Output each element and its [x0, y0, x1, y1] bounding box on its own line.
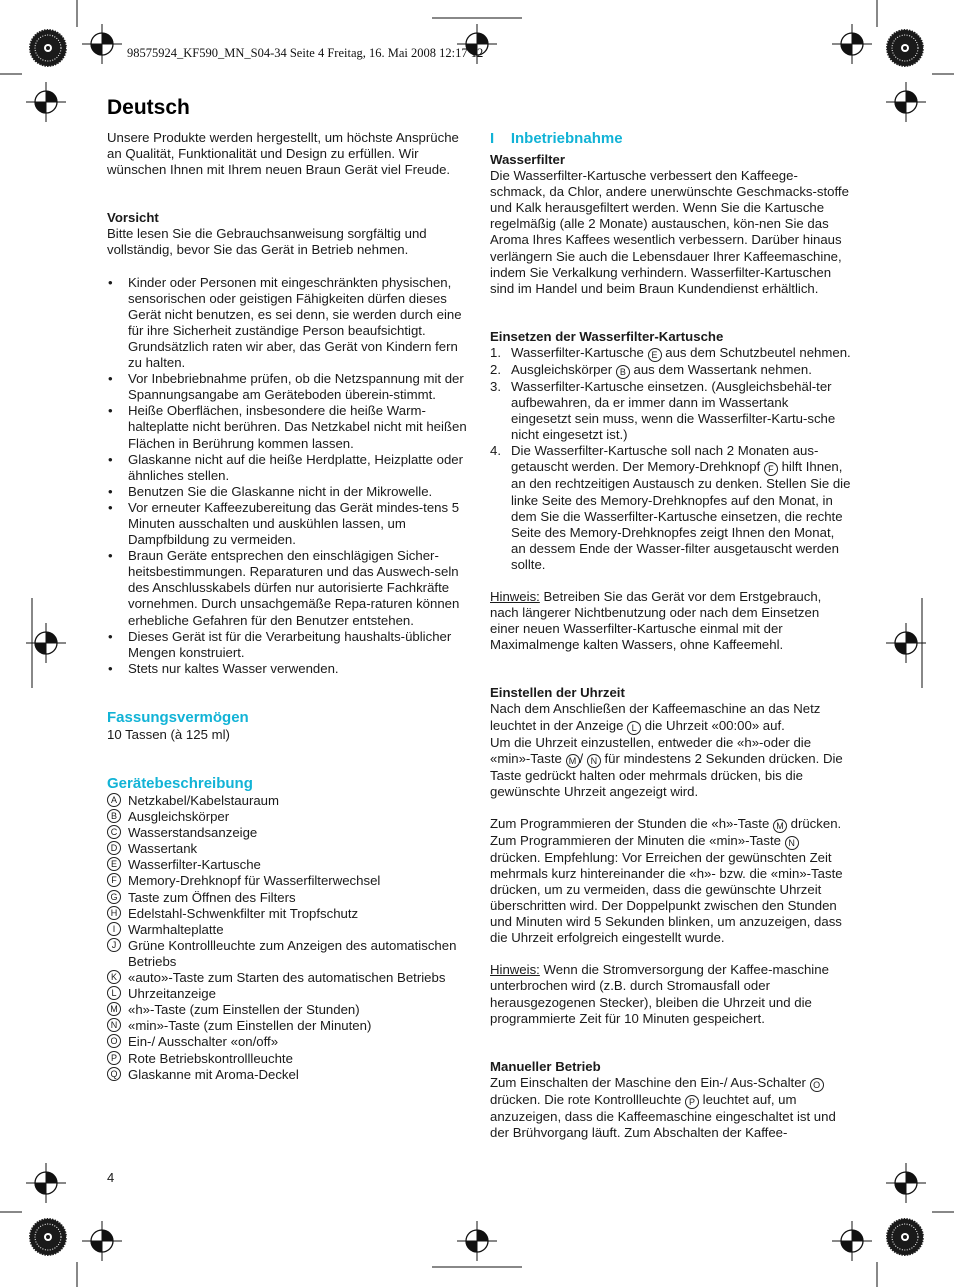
list-item: A Netzkabel/Kabelstauraum — [107, 793, 467, 809]
list-item: M «h»-Taste (zum Einstellen der Stunden) — [107, 1002, 467, 1018]
waterfilter-text: Die Wasserfilter-Kartusche verbessert den Kaffeege-schmack, da Chlor, andere unerwünschte Geschmacks-stoffe und Kalk herausgefiltert werden. Wenn Sie die Kartusche regelmäßig (alle 2 Monate) austauschen, kön-nen Sie das Aroma Ihres Kaffees wesentlich verbessern. Darüber hinaus verlängern Sie auch die Lebensdauer Ihrer Kaffeemaschine, indem Sie Verkalkung verhindern. Wasserfilter-Kartuschen sind im Handel und beim Braun Kundendienst erhältlich. — [490, 168, 849, 296]
ref-badge: N — [785, 836, 799, 850]
list-item: E Wasserfilter-Kartusche — [107, 857, 467, 873]
caution-text: Bitte lesen Sie die Gebrauchsanweisung sorgfältig und vollständig, bevor Sie das Gerät in Betrieb nehmen. — [107, 226, 427, 258]
manual-paragraph: Zum Einschalten der Maschine den Ein-/ Aus-Schalter O drücken. Die rote Kontrollleuchte P leuchtet auf, um anzuzeigen, dass die Kaffeemaschine eingeschaltet ist und der Brühvorgang läuft. Zum Abschalten der Kaffee- — [490, 1074, 836, 1140]
list-item: • Glaskanne nicht auf die heiße Herdplatte, Heizplatte oder ähnliches stellen. — [107, 452, 467, 484]
clock-paragraph: Nach dem Anschließen der Kaffeemaschine an das Netz leuchtet in der Anzeige L die Uhrzeit «00:00» auf. — [490, 701, 821, 733]
insert-steps — [490, 345, 852, 573]
waterfilter-heading: Wasserfilter — [490, 152, 566, 167]
list-item: N «min»-Taste (zum Einstellen der Minuten) — [107, 1018, 467, 1034]
insert-heading: Einsetzen der Wasserfilter-Kartusche — [490, 328, 724, 344]
caution-heading: Vorsicht — [107, 210, 159, 226]
list-item: D Wassertank — [107, 841, 467, 857]
list-item: • Kinder oder Personen mit eingeschränkten physischen, sensorischen oder geistigen Fähigkeiten dürfen dieses Gerät nicht benutzen, es sei denn, sie werden durch eine für ihre Sicherheit zuständige Person beaufsichtigt. Grundsätzlich raten wir aber, das Gerät von Kindern fern zu halten. — [107, 275, 467, 372]
manual-heading: Manueller Betrieb — [490, 1058, 601, 1074]
list-item: • Stets nur kaltes Wasser verwenden. — [107, 661, 467, 677]
note-paragraph: Hinweis: Betreiben Sie das Gerät vor dem Erstgebrauch, nach längerer Nichtbenutzung oder nach dem Einsetzen einer neuen Wasserfilter-Kartusche einmal mit der Maximalmenge kalten Wassers, ohne Kaffeemehl. — [490, 588, 822, 653]
list-item: K «auto»-Taste zum Starten des automatischen Betriebs — [107, 970, 467, 986]
list-item: C Wasserstandsanzeige — [107, 825, 467, 841]
list-item: 4. Die Wasserfilter-Kartusche soll nach 2 Monaten aus-getauscht werden. Der Memory-Drehknopf F hilft Ihnen, an den rechtzeitigen Austausch zu denken. Stellen Sie die linke Seite des Memory-Drehknopfes auf den Monat, in dem Sie die Wasserfilter-Kartusche einsetzen, die rechte Seite des Memory-Drehknopfes zeigt Ihnen den Monat, an dessem Ende der Wasser-filter ausgetauscht werden sollte. — [490, 443, 851, 572]
list-item: 2. Ausgleichskörper B aus dem Wassertank nehmen. — [490, 361, 812, 377]
left-column — [107, 130, 467, 1083]
list-item: O Ein-/ Ausschalter «on/off» — [107, 1034, 467, 1050]
print-header: 98575924_KF590_MN_S04-34 Seite 4 Freitag, 16. Mai 2008 12:17 12 — [127, 46, 484, 60]
list-item: • Vor erneuter Kaffeezubereitung das Gerät mindes-tens 5 Minuten ausschalten und auskühlen lassen, um Dampfbildung zu vermeiden. — [107, 500, 467, 548]
note-paragraph: Hinweis: Wenn die Stromversorgung der Kaffee-maschine unterbrochen wird (z.B. durch Stromausfall oder herausgezogenen Stecker), bleiben die Uhrzeit und die programmierte Zeit für 10 Minuten gespeichert. — [490, 962, 829, 1026]
ref-badge: E — [648, 348, 662, 362]
ref-badge: F — [764, 462, 778, 476]
ref-badge: M — [566, 754, 580, 768]
ref-badge: N — [587, 754, 601, 768]
list-item: J Grüne Kontrollleuchte zum Anzeigen des automatischen Betriebs — [107, 938, 467, 970]
ref-badge: O — [810, 1078, 824, 1092]
list-item: P Rote Betriebskontrollleuchte — [107, 1051, 467, 1067]
list-item: I Warmhalteplatte — [107, 922, 467, 938]
list-item: L Uhrzeitanzeige — [107, 986, 467, 1002]
safety-list — [107, 275, 467, 677]
list-item: • Benutzen Sie die Glaskanne nicht in der Mikrowelle. — [107, 484, 467, 500]
clock-paragraph: Zum Programmieren der Stunden die «h»-Taste M drücken. Zum Programmieren der Minuten die «min»-Taste N drücken. Empfehlung: Vor Erreichen der gewünschten Zeit mehrmals kurz hintereinander die «h»- bzw. die «min»-Taste drücken, um zu vermeiden, dass die gewünschte Uhrzeit überschritten wird. Der Doppelpunkt zwischen den Stunden und Minuten wird 5 Sekunden blinken, um anzuzeigen, dass die Uhrzeit erfolgreich eingestellt wurde. — [490, 815, 843, 946]
list-item: Q Glaskanne mit Aroma-Deckel — [107, 1067, 467, 1083]
clock-paragraph: Um die Uhrzeit einzustellen, entweder die «h»-oder die «min»-Taste M / N für mindestens 2 Sekunden drücken. Die Taste gedrückt halten oder mehrmals drücken, bis die gewünschte Uhrzeit angezeigt wird. — [490, 734, 843, 799]
section-heading: I Inbetriebnahme — [490, 130, 623, 147]
list-item: • Dieses Gerät ist für die Verarbeitung haushalts-üblicher Mengen konstruiert. — [107, 629, 467, 661]
list-item: B Ausgleichskörper — [107, 809, 467, 825]
capacity-heading: Fassungsvermögen — [107, 708, 249, 726]
ref-badge: P — [685, 1095, 699, 1109]
page-title: Deutsch — [107, 96, 190, 119]
list-item: • Vor Inbebriebnahme prüfen, ob die Netzspannung mit der Spannungsangabe am Geräteboden überein-stimmt. — [107, 371, 467, 403]
clock-heading: Einstellen der Uhrzeit — [490, 685, 625, 701]
list-item: F Memory-Drehknopf für Wasserfilterwechsel — [107, 873, 467, 889]
ref-badge: L — [627, 721, 641, 735]
list-item: G Taste zum Öffnen des Filters — [107, 890, 467, 906]
page-number: 4 — [107, 1170, 115, 1185]
intro-paragraph: Unsere Produkte werden hergestellt, um höchste Ansprüche an Qualität, Funktionalität und Design zu erfüllen. Wir wünschen Ihnen mit Ihrem neuen Braun Gerät viel Freude. — [107, 130, 459, 178]
list-item: • Heiße Oberflächen, insbesondere die heiße Warm-halteplatte nicht berühren. Das Netzkabel nicht mit heißen Flächen in Berührung kommen lassen. — [107, 403, 467, 451]
capacity-text: 10 Tassen (à 125 ml) — [107, 726, 230, 742]
list-item: H Edelstahl-Schwenkfilter mit Tropfschutz — [107, 906, 467, 922]
ref-badge: M — [773, 819, 787, 833]
description-heading: Gerätebeschreibung — [107, 775, 253, 792]
ref-badge: B — [616, 365, 630, 379]
list-item: • Braun Geräte entsprechen den einschlägigen Sicher-heitsbestimmungen. Reparaturen und das Auswech-seln des Anschlusskabels dürfen nur autorisierte Fachkräfte vornehmen. Durch unsachgemäße Repa-raturen können erhebliche Gefahren für den Benutzer entstehen. — [107, 548, 467, 628]
list-item: 1. Wasserfilter-Kartusche E aus dem Schutzbeutel nehmen. — [490, 344, 851, 360]
right-column — [490, 130, 852, 1141]
list-item: 3. Wasserfilter-Kartusche einsetzen. (Ausgleichsbehäl-ter aufbewahren, da er immer dann im Wassertank eingesetzt sein muss, wenn die Wasserfilter-Kartu-sche nicht eingesetzt ist.) — [490, 378, 836, 443]
parts-list — [107, 793, 467, 1083]
